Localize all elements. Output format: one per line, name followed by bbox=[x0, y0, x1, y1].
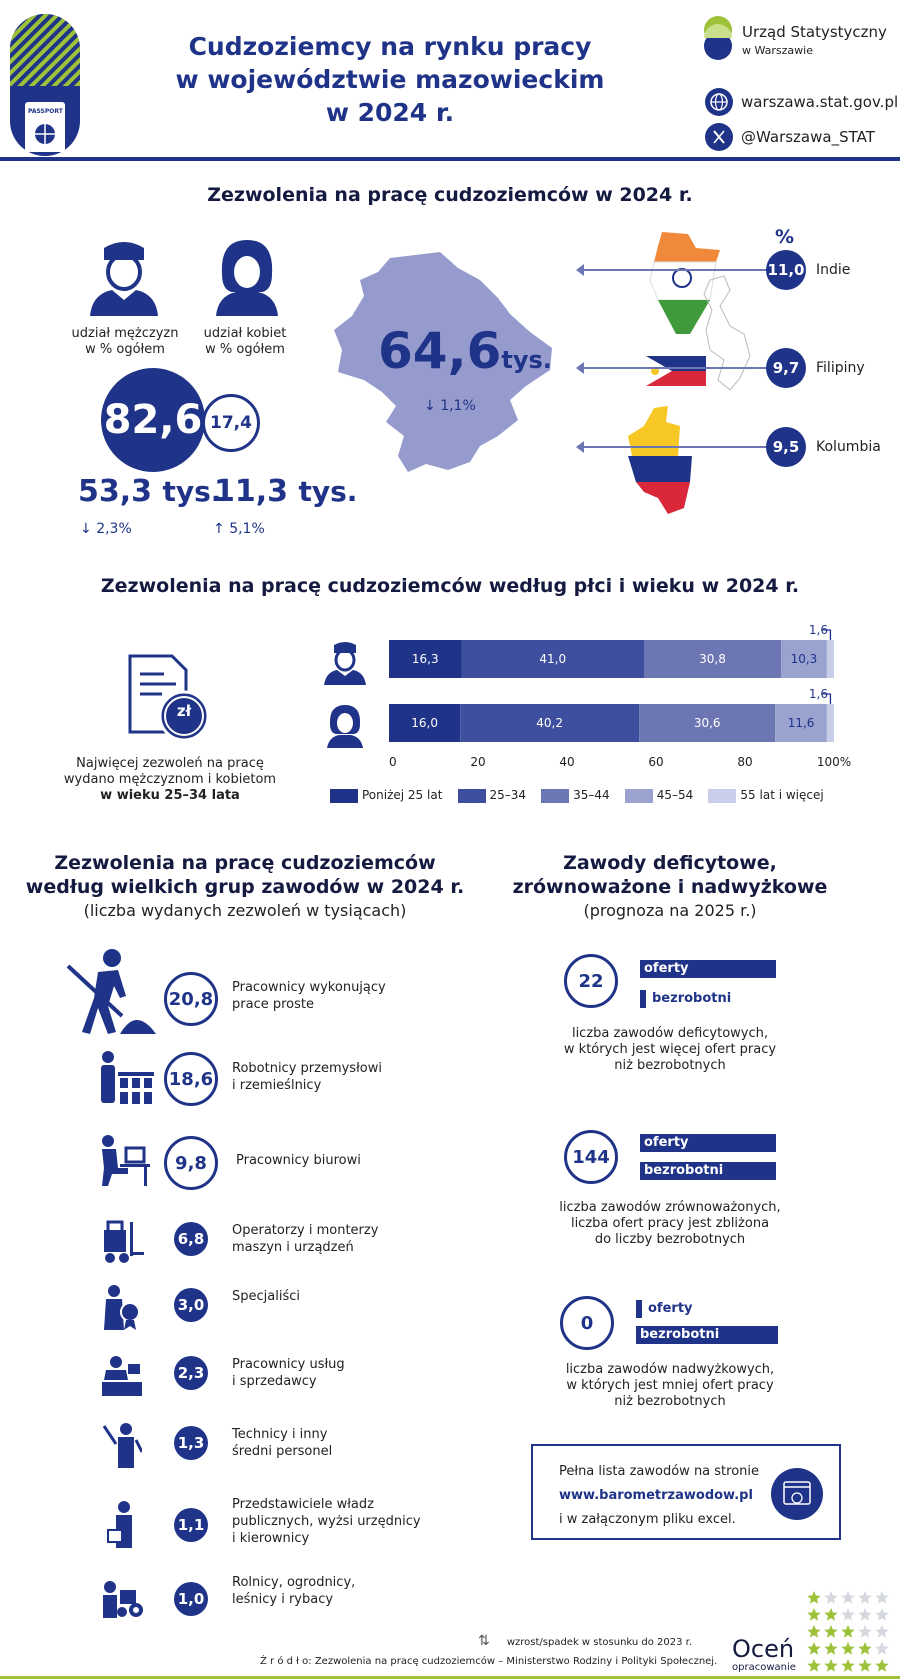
star-icon[interactable] bbox=[875, 1659, 888, 1672]
forecast-group-balanced bbox=[540, 1130, 840, 1210]
web-globe-icon[interactable] bbox=[771, 1468, 823, 1520]
occupations-title-1: Zezwolenia na pracę cudzoziemców bbox=[54, 852, 436, 874]
star-icon[interactable] bbox=[824, 1659, 837, 1672]
bar-value-label: 1,6 bbox=[808, 623, 828, 637]
woman-icon bbox=[212, 238, 282, 318]
bar-value-label: 16,0 bbox=[411, 716, 438, 730]
country-value-circle: 9,7 bbox=[766, 348, 806, 388]
occupation-row bbox=[0, 1352, 440, 1412]
occupation-value-circle: 2,3 bbox=[174, 1356, 208, 1390]
occupation-value-circle: 3,0 bbox=[174, 1288, 208, 1322]
country-value-circle: 9,5 bbox=[766, 427, 806, 467]
title-line-2: w województwie mazowieckim bbox=[175, 65, 605, 94]
offers-bar: oferty bbox=[640, 1134, 776, 1152]
women-share-circle: 17,4 bbox=[202, 394, 260, 452]
offers-bar bbox=[636, 1300, 642, 1318]
country-row-colombia bbox=[576, 427, 896, 467]
country-value-circle: 11,0 bbox=[766, 250, 806, 290]
occupations-header bbox=[20, 852, 470, 920]
unemployed-bar: bezrobotni bbox=[636, 1326, 778, 1344]
star-icon[interactable] bbox=[841, 1642, 854, 1655]
twitter-link[interactable] bbox=[705, 123, 895, 151]
women-change: ↑ 5,1% bbox=[213, 521, 265, 537]
x-tick-label: 20 bbox=[470, 755, 486, 769]
occupation-label: Pracownicy wykonujący prace proste bbox=[232, 980, 386, 1012]
arrow-head bbox=[576, 362, 584, 374]
country-list bbox=[576, 250, 896, 480]
legend-swatch bbox=[330, 789, 358, 803]
occupation-label: Przedstawiciele władz publicznych, wyżsi urzędnicy i kierownicy bbox=[232, 1497, 421, 1546]
star-icon[interactable] bbox=[807, 1642, 820, 1655]
occupation-row bbox=[0, 940, 440, 1040]
star-icon[interactable] bbox=[807, 1659, 820, 1672]
star-icon[interactable] bbox=[824, 1642, 837, 1655]
occupation-row bbox=[0, 1048, 440, 1120]
arrow-down-icon: ↓ bbox=[80, 521, 92, 537]
total-count: 64,6tys. bbox=[378, 322, 552, 380]
occupation-row bbox=[0, 1496, 440, 1566]
bar-segment bbox=[827, 640, 834, 678]
forecast-title-1: Zawody deficytowe, bbox=[563, 852, 777, 874]
country-name: Indie bbox=[816, 262, 851, 278]
forecast-desc-deficit: liczba zawodów deficytowych, w których jest więcej ofert pracy niż bezrobotnych bbox=[563, 1026, 777, 1073]
occupation-value-circle: 1,0 bbox=[174, 1582, 208, 1616]
permits-section-title: Zezwolenia na pracę cudzoziemców w 2024 r. bbox=[207, 184, 693, 206]
info-line-3: i w załączonym pliku excel. bbox=[559, 1512, 736, 1527]
passport-label: PASSPORT bbox=[28, 108, 63, 115]
bar-value-label: 30,8 bbox=[699, 652, 726, 666]
occupation-value-circle: 20,8 bbox=[164, 972, 218, 1026]
org-sub: w Warszawie bbox=[742, 44, 813, 57]
occupation-row bbox=[0, 1284, 440, 1344]
arrow-up-icon: ↑ bbox=[213, 521, 225, 537]
x-tick-label: 60 bbox=[648, 755, 664, 769]
occupation-label: Specjaliści bbox=[232, 1289, 300, 1304]
legend-item: 45–54 bbox=[625, 788, 694, 803]
star-icon[interactable] bbox=[807, 1625, 820, 1638]
occupation-label: Pracownicy usług i sprzedawcy bbox=[232, 1357, 345, 1389]
x-twitter-icon bbox=[705, 123, 733, 151]
forecast-desc-balanced: liczba zawodów zrównoważonych, liczba ofert pracy jest zbliżona do liczby bezrobotnych bbox=[559, 1200, 781, 1247]
technician-tools-icon bbox=[102, 1422, 142, 1470]
star-icon[interactable] bbox=[824, 1625, 837, 1638]
age-section-title: Zezwolenia na pracę cudzoziemców według płci i wieku w 2024 r. bbox=[100, 575, 800, 597]
star-icon[interactable] bbox=[875, 1625, 888, 1638]
unemployed-bar bbox=[640, 990, 646, 1008]
occupation-value-circle: 1,1 bbox=[174, 1508, 208, 1542]
country-row-philippines bbox=[576, 348, 896, 388]
x-tick-label: 100% bbox=[816, 755, 852, 769]
bar-value-label: 1,6 bbox=[808, 687, 828, 701]
legend-item: 35–44 bbox=[541, 788, 610, 803]
legend-swatch bbox=[625, 789, 653, 803]
men-label: udział mężczyzn w % ogółem bbox=[71, 326, 179, 357]
forecast-subtitle: (prognoza na 2025 r.) bbox=[583, 901, 757, 920]
country-name: Filipiny bbox=[816, 360, 865, 376]
star-icon[interactable] bbox=[858, 1642, 871, 1655]
arrow-line bbox=[582, 367, 772, 369]
star-icon[interactable] bbox=[807, 1608, 820, 1621]
arrow-head bbox=[576, 441, 584, 453]
info-box bbox=[531, 1444, 841, 1540]
cashier-icon bbox=[100, 1354, 144, 1398]
forecast-value-circle: 0 bbox=[560, 1296, 614, 1350]
star-icon[interactable] bbox=[824, 1608, 837, 1621]
info-link[interactable]: www.barometrzawodow.pl bbox=[559, 1488, 753, 1503]
occupation-row bbox=[0, 1422, 440, 1482]
rating-stars[interactable] bbox=[806, 1590, 892, 1676]
star-icon[interactable] bbox=[841, 1659, 854, 1672]
farmer-tractor-icon bbox=[100, 1580, 144, 1620]
occupation-value-circle: 9,8 bbox=[164, 1136, 218, 1190]
women-count: 11,3 tys. bbox=[214, 474, 358, 509]
occupations-list bbox=[0, 940, 460, 1620]
info-line-1: Pełna lista zawodów na stronie bbox=[559, 1464, 760, 1479]
legend-swatch bbox=[541, 789, 569, 803]
logo-icon bbox=[700, 16, 736, 60]
star-icon[interactable] bbox=[875, 1608, 888, 1621]
star-icon[interactable] bbox=[875, 1591, 888, 1604]
office-worker-icon bbox=[96, 1134, 152, 1186]
legend-swatch bbox=[708, 789, 736, 803]
star-icon[interactable] bbox=[858, 1591, 871, 1604]
unemployed-label: bezrobotni bbox=[652, 991, 732, 1006]
header bbox=[0, 0, 900, 160]
man-icon bbox=[86, 238, 162, 318]
occupation-label: Operatorzy i monterzy maszyn i urządzeń bbox=[232, 1223, 379, 1255]
arrow-down-icon: ↓ bbox=[424, 398, 436, 414]
offers-bar: oferty bbox=[640, 960, 776, 978]
rate-sub[interactable]: opracowanie bbox=[732, 1662, 796, 1673]
currency-symbol: zł bbox=[176, 702, 192, 720]
stars-grid[interactable] bbox=[806, 1590, 892, 1676]
arrow-line bbox=[582, 269, 772, 271]
bar-value-label: 10,3 bbox=[790, 652, 818, 666]
legend-swatch bbox=[458, 789, 486, 803]
globe-icon bbox=[705, 88, 733, 116]
occupation-row bbox=[0, 1132, 440, 1204]
age-stacked-bar-chart bbox=[389, 620, 852, 770]
title-line-1: Cudzoziemcy na rynku pracy bbox=[188, 32, 592, 61]
star-icon[interactable] bbox=[858, 1659, 871, 1672]
occupation-row bbox=[0, 1575, 440, 1624]
star-icon[interactable] bbox=[807, 1591, 820, 1604]
arrow-line bbox=[582, 446, 772, 448]
offers-label: oferty bbox=[648, 1301, 693, 1316]
women-label: udział kobiet w % ogółem bbox=[203, 326, 287, 357]
bar-segment bbox=[827, 704, 834, 742]
country-name: Kolumbia bbox=[816, 439, 881, 455]
occupation-label: Technicy i inny średni personel bbox=[232, 1427, 333, 1459]
source-note: Ź r ó d ł o: Zezwolenia na pracę cudzoziemców – Ministerstwo Rodziny i Polityki Społecznej. bbox=[260, 1656, 718, 1667]
org-logo bbox=[700, 16, 890, 62]
passport-icon bbox=[10, 14, 80, 156]
forecast-value-circle: 22 bbox=[564, 954, 618, 1008]
factory-worker-icon bbox=[96, 1050, 156, 1106]
worker-shovel-icon bbox=[62, 946, 156, 1040]
page-title bbox=[160, 30, 620, 129]
man-icon bbox=[322, 641, 368, 685]
bar-value-label: 16,3 bbox=[411, 652, 439, 666]
star-icon[interactable] bbox=[841, 1625, 854, 1638]
forecast-desc-surplus: liczba zawodów nadwyżkowych, w których jest mniej ofert pracy niż bezrobotnych bbox=[565, 1362, 775, 1409]
forecast-title-2: zrównoważone i nadwyżkowe bbox=[512, 876, 828, 898]
up-down-arrows-icon: ⇅ bbox=[478, 1633, 490, 1649]
org-name: Urząd Statystyczny bbox=[742, 23, 887, 41]
country-row-india bbox=[576, 250, 896, 290]
document-money-icon bbox=[126, 652, 216, 742]
star-icon[interactable] bbox=[858, 1608, 871, 1621]
specialist-award-icon bbox=[102, 1284, 142, 1332]
occupation-label: Robotnicy przemysłowi i rzemieślnicy bbox=[232, 1061, 382, 1093]
change-legend: ⇅ wzrost/spadek w stosunku do 2023 r. bbox=[478, 1633, 693, 1649]
men-count: 53,3 tys. bbox=[78, 474, 222, 509]
legend-item: Poniżej 25 lat bbox=[330, 788, 442, 803]
bar-value-label: 40,2 bbox=[536, 716, 564, 730]
legend-item: 25–34 bbox=[458, 788, 527, 803]
occupation-value-circle: 6,8 bbox=[174, 1222, 208, 1256]
occupation-row bbox=[0, 1218, 440, 1278]
star-icon[interactable] bbox=[841, 1608, 854, 1621]
rate-widget[interactable] bbox=[732, 1636, 802, 1676]
occupation-label: Rolnicy, ogrodnicy, leśnicy i rybacy bbox=[232, 1575, 356, 1607]
x-tick-label: 80 bbox=[737, 755, 753, 769]
manager-briefcase-icon bbox=[104, 1500, 140, 1550]
occupation-label: Pracownicy biurowi bbox=[236, 1153, 361, 1168]
header-divider bbox=[0, 157, 900, 161]
woman-icon bbox=[325, 704, 365, 748]
bar-value-label: 41,0 bbox=[539, 652, 567, 666]
age-legend bbox=[330, 784, 890, 803]
chart-svg bbox=[389, 620, 852, 770]
occupation-value-circle: 18,6 bbox=[164, 1052, 218, 1106]
passport-badge bbox=[10, 14, 80, 156]
age-note: Najwięcej zezwoleń na pracę wydano mężczyznom i kobietom w wieku 25–34 lata bbox=[63, 756, 277, 803]
website-link[interactable] bbox=[705, 88, 899, 116]
percent-header: % bbox=[775, 226, 795, 248]
title-line-3: w 2024 r. bbox=[325, 98, 455, 127]
x-tick-label: 40 bbox=[559, 755, 575, 769]
star-icon[interactable] bbox=[824, 1591, 837, 1604]
total-change: ↓ 1,1% bbox=[424, 398, 476, 414]
star-icon[interactable] bbox=[875, 1642, 888, 1655]
forklift-icon bbox=[100, 1220, 144, 1264]
bar-value-label: 30,6 bbox=[693, 716, 721, 730]
men-share-circle: 82,6 bbox=[101, 368, 205, 472]
legend-item: 55 lat i więcej bbox=[708, 788, 823, 803]
unemployed-bar: bezrobotni bbox=[640, 1162, 776, 1180]
occupation-value-circle: 1,3 bbox=[174, 1426, 208, 1460]
occupations-subtitle: (liczba wydanych zezwoleń w tysiącach) bbox=[83, 901, 407, 920]
website-text[interactable]: warszawa.stat.gov.pl bbox=[741, 93, 899, 111]
star-icon[interactable] bbox=[858, 1625, 871, 1638]
forecast-header bbox=[480, 852, 860, 920]
men-change: ↓ 2,3% bbox=[80, 521, 132, 537]
twitter-text[interactable]: @Warszawa_STAT bbox=[741, 128, 875, 146]
rate-label[interactable]: Oceń bbox=[732, 1635, 795, 1663]
arrow-head bbox=[576, 264, 584, 276]
x-tick-label: 0 bbox=[389, 755, 397, 769]
occupations-title-2: według wielkich grup zawodów w 2024 r. bbox=[25, 876, 465, 898]
forecast-value-circle: 144 bbox=[564, 1130, 618, 1184]
star-icon[interactable] bbox=[841, 1591, 854, 1604]
bar-value-label: 11,6 bbox=[787, 716, 815, 730]
